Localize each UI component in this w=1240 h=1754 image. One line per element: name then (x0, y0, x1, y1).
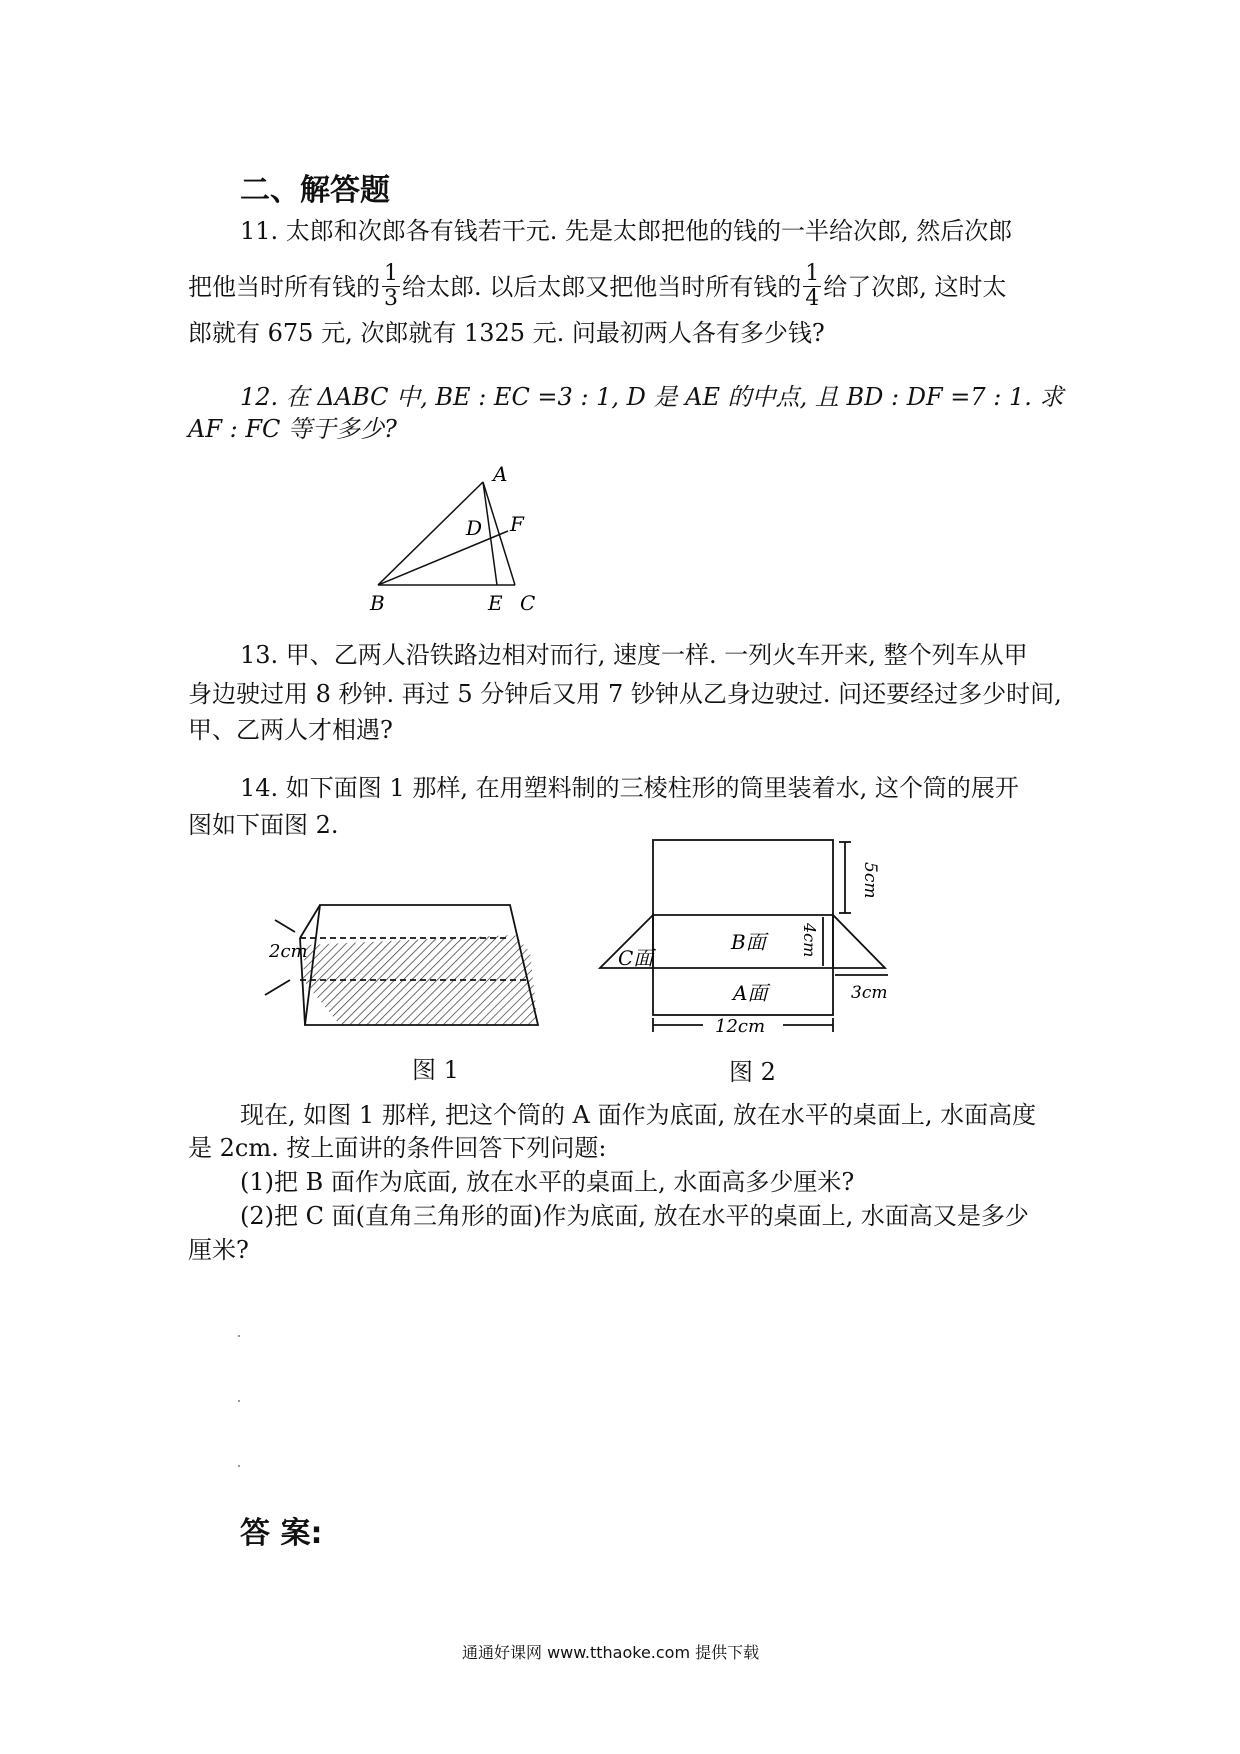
q11-frac2-num: 1 (805, 261, 820, 286)
q11-line2 (188, 262, 1007, 311)
scan-dot (238, 1400, 240, 1402)
label-4cm: 4cm (800, 923, 819, 958)
q11-fraction-1 (382, 262, 400, 311)
q14-sub2-line1: (2)把 C 面(直角三角形的面)作为底面, 放在水平的桌面上, 水面高又是多少 (240, 1202, 1029, 1230)
q13-line2: 身边驶过用 8 秒钟. 再过 5 分钟后又用 7 钞钟从乙身边驶过. 问还要经过多少时间, (188, 680, 1062, 708)
label-2cm: 2cm (269, 941, 308, 962)
prism-figure (255, 890, 555, 1040)
arrow-bottom (265, 980, 290, 995)
label-b: B (370, 591, 385, 615)
scan-dot (238, 1465, 240, 1467)
label-f: F (510, 512, 524, 536)
label-12cm: 12cm (715, 1016, 766, 1037)
q11-frac1-den: 3 (384, 286, 398, 311)
q14-line2: 图如下面图 2. (188, 811, 339, 839)
label-3cm: 3cm (851, 983, 888, 1003)
face-c-label: C面 (618, 946, 654, 970)
q14-line4: 是 2cm. 按上面讲的条件回答下列问题: (188, 1134, 607, 1162)
label-c: C (520, 591, 536, 615)
q11-fraction-2 (803, 262, 821, 311)
q14-sub1: (1)把 B 面作为底面, 放在水平的桌面上, 水面高多少厘米? (240, 1168, 855, 1196)
q11-line2-b: 给太郎. 以后太郎又把他当时所有钱的 (402, 272, 802, 301)
label-a: A (493, 462, 508, 486)
q11-frac1-num: 1 (384, 261, 398, 286)
figure2-caption: 图 2 (729, 1058, 776, 1086)
scan-dot (238, 1335, 240, 1337)
q13-line1: 13. 甲、乙两人沿铁路边相对而行, 速度一样. 一列火车开来, 整个列车从甲 (240, 641, 1028, 669)
triangle-figure (360, 455, 580, 620)
segment-bf (378, 531, 508, 585)
q14-sub2-line2: 厘米? (188, 1236, 249, 1264)
section-title: 二、解答题 (240, 173, 390, 208)
label-5cm: 5cm (860, 862, 880, 899)
face-a-label: A面 (733, 981, 768, 1005)
face-b-label: B面 (731, 930, 766, 954)
q11-line2-c: 给了次郎, 这时太 (823, 272, 1007, 301)
q12-line2: AF : FC 等于多少? (188, 415, 397, 443)
q11-frac2-den: 4 (805, 286, 820, 311)
figure1-caption: 图 1 (412, 1056, 459, 1084)
q14-line1: 14. 如下面图 1 那样, 在用塑料制的三棱柱形的筒里装着水, 这个筒的展开 (240, 774, 1019, 802)
label-d: D (466, 516, 483, 540)
arrow-top (275, 920, 295, 932)
net-figure (595, 830, 910, 1050)
q11-line3: 郎就有 675 元, 次郎就有 1325 元. 问最初两人各有多少钱? (188, 319, 825, 347)
q12-line1: 12. 在 ΔABC 中, BE : EC =3 : 1, D 是 AE 的中点, 且 BD : DF =7 : 1. 求 (240, 383, 1064, 411)
q14-line3: 现在, 如图 1 那样, 把这个筒的 A 面作为底面, 放在水平的桌面上, 水面高度 (240, 1101, 1037, 1129)
q13-line3: 甲、乙两人才相遇? (188, 716, 393, 744)
answer-title: 答 案: (240, 1516, 323, 1551)
footer: 通通好课网 www.tthaoke.com 提供下载 (462, 1643, 760, 1662)
segment-ae (483, 482, 497, 585)
q11-line2-a: 把他当时所有钱的 (188, 272, 380, 301)
net-triangle-right (833, 915, 885, 968)
q11-line1: 11. 太郎和次郎各有钱若干元. 先是太郎把他的钱的一半给次郎, 然后次郎 (240, 217, 1013, 245)
label-e: E (488, 591, 503, 615)
